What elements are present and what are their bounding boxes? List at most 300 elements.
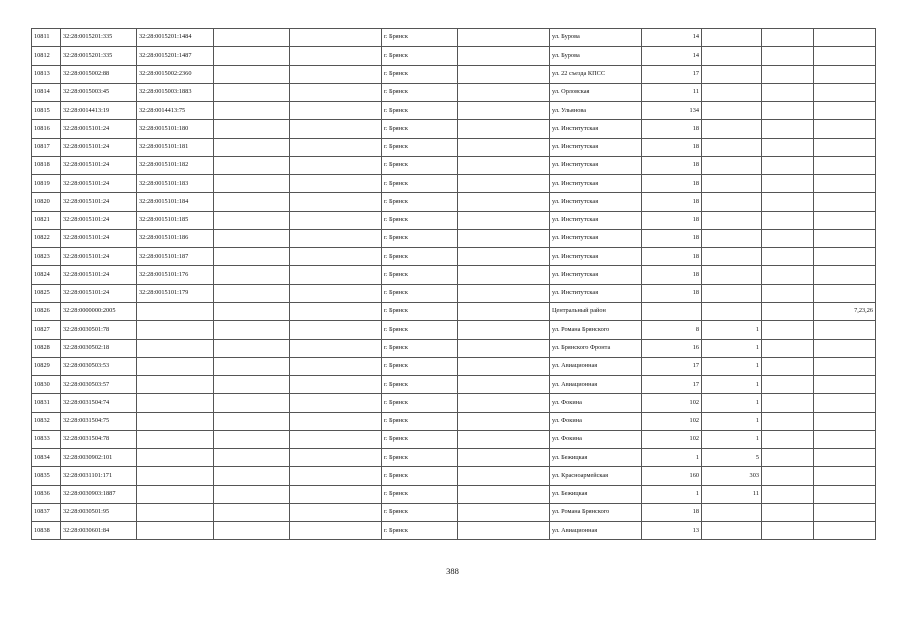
- city-cell: г. Брянск: [382, 211, 458, 229]
- object-number-cell: [137, 376, 214, 394]
- object-number-cell: 32:28:0015003:1883: [137, 83, 214, 101]
- street-cell: ул. Романа Брянского: [550, 321, 642, 339]
- row-number-cell: 10829: [32, 357, 61, 375]
- house-number-cell: 14: [642, 29, 702, 47]
- empty-cell-c: [458, 47, 550, 65]
- empty-cell-a: [214, 503, 290, 521]
- empty-cell-a: [214, 102, 290, 120]
- empty-cell-d: [762, 302, 814, 320]
- house-number-cell: 18: [642, 138, 702, 156]
- building-number-cell: [702, 138, 762, 156]
- empty-cell-d: [762, 211, 814, 229]
- table-row: [32, 47, 876, 65]
- note-cell: [814, 485, 876, 503]
- object-number-cell: 32:28:0015002:2360: [137, 65, 214, 83]
- empty-cell-b: [290, 102, 382, 120]
- row-number-cell: 10826: [32, 302, 61, 320]
- note-cell: 7,23,26: [814, 302, 876, 320]
- empty-cell-c: [458, 248, 550, 266]
- parcel-number-cell: 32:28:0030601:84: [61, 522, 137, 540]
- house-number-cell: 160: [642, 467, 702, 485]
- building-number-cell: [702, 302, 762, 320]
- empty-cell-b: [290, 522, 382, 540]
- street-cell: ул. Ульянова: [550, 102, 642, 120]
- note-cell: [814, 266, 876, 284]
- empty-cell-b: [290, 211, 382, 229]
- empty-cell-c: [458, 485, 550, 503]
- empty-cell-c: [458, 503, 550, 521]
- empty-cell-d: [762, 376, 814, 394]
- object-number-cell: [137, 485, 214, 503]
- parcel-number-cell: 32:28:0015101:24: [61, 248, 137, 266]
- street-cell: ул. Институтская: [550, 120, 642, 138]
- parcel-number-cell: 32:28:0015201:335: [61, 47, 137, 65]
- building-number-cell: [702, 47, 762, 65]
- empty-cell-a: [214, 248, 290, 266]
- street-cell: Центральный район: [550, 302, 642, 320]
- building-number-cell: [702, 266, 762, 284]
- street-cell: ул. Бурова: [550, 29, 642, 47]
- building-number-cell: 1: [702, 376, 762, 394]
- empty-cell-d: [762, 394, 814, 412]
- city-cell: г. Брянск: [382, 193, 458, 211]
- city-cell: г. Брянск: [382, 357, 458, 375]
- building-number-cell: [702, 175, 762, 193]
- empty-cell-d: [762, 430, 814, 448]
- house-number-cell: 13: [642, 522, 702, 540]
- street-cell: ул. 22 съезда КПСС: [550, 65, 642, 83]
- note-cell: [814, 357, 876, 375]
- empty-cell-a: [214, 138, 290, 156]
- empty-cell-d: [762, 138, 814, 156]
- empty-cell-c: [458, 156, 550, 174]
- table-row: [32, 211, 876, 229]
- table-row: [32, 102, 876, 120]
- parcel-number-cell: 32:28:0030503:57: [61, 376, 137, 394]
- empty-cell-b: [290, 229, 382, 247]
- empty-cell-a: [214, 211, 290, 229]
- object-number-cell: [137, 302, 214, 320]
- empty-cell-c: [458, 83, 550, 101]
- row-number-cell: 10825: [32, 284, 61, 302]
- empty-cell-c: [458, 339, 550, 357]
- empty-cell-b: [290, 65, 382, 83]
- table-row: [32, 229, 876, 247]
- parcel-number-cell: 32:28:0030501:78: [61, 321, 137, 339]
- street-cell: ул. Романа Брянского: [550, 503, 642, 521]
- city-cell: г. Брянск: [382, 102, 458, 120]
- table-row: [32, 339, 876, 357]
- empty-cell-b: [290, 467, 382, 485]
- empty-cell-a: [214, 339, 290, 357]
- building-number-cell: 303: [702, 467, 762, 485]
- empty-cell-d: [762, 321, 814, 339]
- note-cell: [814, 467, 876, 485]
- empty-cell-a: [214, 83, 290, 101]
- object-number-cell: [137, 503, 214, 521]
- empty-cell-c: [458, 394, 550, 412]
- table-row: [32, 376, 876, 394]
- empty-cell-c: [458, 175, 550, 193]
- city-cell: г. Брянск: [382, 302, 458, 320]
- empty-cell-d: [762, 503, 814, 521]
- city-cell: г. Брянск: [382, 156, 458, 174]
- building-number-cell: [702, 156, 762, 174]
- building-number-cell: 11: [702, 485, 762, 503]
- parcel-number-cell: 32:28:0000000:2005: [61, 302, 137, 320]
- empty-cell-c: [458, 321, 550, 339]
- house-number-cell: 1: [642, 449, 702, 467]
- city-cell: г. Брянск: [382, 339, 458, 357]
- row-number-cell: 10827: [32, 321, 61, 339]
- note-cell: [814, 321, 876, 339]
- street-cell: ул. Фокина: [550, 412, 642, 430]
- empty-cell-d: [762, 284, 814, 302]
- house-number-cell: 18: [642, 503, 702, 521]
- empty-cell-a: [214, 412, 290, 430]
- object-number-cell: 32:28:0015101:187: [137, 248, 214, 266]
- parcel-number-cell: 32:28:0015003:45: [61, 83, 137, 101]
- empty-cell-c: [458, 138, 550, 156]
- street-cell: ул. Институтская: [550, 156, 642, 174]
- table-row: [32, 412, 876, 430]
- house-number-cell: 18: [642, 211, 702, 229]
- empty-cell-b: [290, 412, 382, 430]
- note-cell: [814, 449, 876, 467]
- city-cell: г. Брянск: [382, 321, 458, 339]
- city-cell: г. Брянск: [382, 449, 458, 467]
- house-number-cell: 18: [642, 248, 702, 266]
- object-number-cell: 32:28:0015101:180: [137, 120, 214, 138]
- row-number-cell: 10812: [32, 47, 61, 65]
- empty-cell-a: [214, 394, 290, 412]
- empty-cell-a: [214, 193, 290, 211]
- note-cell: [814, 29, 876, 47]
- empty-cell-c: [458, 65, 550, 83]
- empty-cell-c: [458, 376, 550, 394]
- empty-cell-a: [214, 65, 290, 83]
- table-row: [32, 83, 876, 101]
- empty-cell-d: [762, 83, 814, 101]
- object-number-cell: 32:28:0015101:179: [137, 284, 214, 302]
- empty-cell-b: [290, 138, 382, 156]
- table-row: [32, 175, 876, 193]
- street-cell: ул. Институтская: [550, 266, 642, 284]
- empty-cell-d: [762, 449, 814, 467]
- empty-cell-d: [762, 156, 814, 174]
- row-number-cell: 10821: [32, 211, 61, 229]
- row-number-cell: 10816: [32, 120, 61, 138]
- empty-cell-c: [458, 357, 550, 375]
- table-row: [32, 65, 876, 83]
- row-number-cell: 10818: [32, 156, 61, 174]
- street-cell: ул. Бежицкая: [550, 449, 642, 467]
- empty-cell-d: [762, 102, 814, 120]
- row-number-cell: 10828: [32, 339, 61, 357]
- street-cell: ул. Орловская: [550, 83, 642, 101]
- street-cell: ул. Фокина: [550, 430, 642, 448]
- row-number-cell: 10836: [32, 485, 61, 503]
- building-number-cell: 1: [702, 430, 762, 448]
- parcel-number-cell: 32:28:0015002:88: [61, 65, 137, 83]
- empty-cell-c: [458, 430, 550, 448]
- parcel-number-cell: 32:28:0015101:24: [61, 284, 137, 302]
- building-number-cell: [702, 284, 762, 302]
- building-number-cell: [702, 211, 762, 229]
- empty-cell-b: [290, 83, 382, 101]
- object-number-cell: 32:28:0015201:1487: [137, 47, 214, 65]
- empty-cell-b: [290, 376, 382, 394]
- table-row: [32, 138, 876, 156]
- empty-cell-d: [762, 467, 814, 485]
- street-cell: ул. Авиационная: [550, 522, 642, 540]
- building-number-cell: [702, 229, 762, 247]
- street-cell: ул. Институтская: [550, 175, 642, 193]
- row-number-cell: 10838: [32, 522, 61, 540]
- note-cell: [814, 248, 876, 266]
- empty-cell-c: [458, 229, 550, 247]
- object-number-cell: 32:28:0015101:182: [137, 156, 214, 174]
- parcel-number-cell: 32:28:0015101:24: [61, 175, 137, 193]
- street-cell: ул. Бурова: [550, 47, 642, 65]
- note-cell: [814, 138, 876, 156]
- parcel-number-cell: 32:28:0014413:19: [61, 102, 137, 120]
- parcel-number-cell: 32:28:0030903:1887: [61, 485, 137, 503]
- street-cell: ул. Институтская: [550, 229, 642, 247]
- row-number-cell: 10823: [32, 248, 61, 266]
- city-cell: г. Брянск: [382, 83, 458, 101]
- city-cell: г. Брянск: [382, 229, 458, 247]
- city-cell: г. Брянск: [382, 503, 458, 521]
- object-number-cell: 32:28:0015101:183: [137, 175, 214, 193]
- house-number-cell: 18: [642, 193, 702, 211]
- empty-cell-d: [762, 522, 814, 540]
- row-number-cell: 10815: [32, 102, 61, 120]
- empty-cell-b: [290, 430, 382, 448]
- empty-cell-b: [290, 394, 382, 412]
- empty-cell-c: [458, 284, 550, 302]
- empty-cell-d: [762, 339, 814, 357]
- note-cell: [814, 412, 876, 430]
- city-cell: г. Брянск: [382, 65, 458, 83]
- object-number-cell: [137, 430, 214, 448]
- note-cell: [814, 339, 876, 357]
- house-number-cell: 14: [642, 47, 702, 65]
- object-number-cell: [137, 321, 214, 339]
- city-cell: г. Брянск: [382, 485, 458, 503]
- empty-cell-a: [214, 120, 290, 138]
- house-number-cell: 8: [642, 321, 702, 339]
- empty-cell-d: [762, 248, 814, 266]
- empty-cell-a: [214, 376, 290, 394]
- house-number-cell: 134: [642, 102, 702, 120]
- house-number-cell: 102: [642, 412, 702, 430]
- object-number-cell: 32:28:0015101:186: [137, 229, 214, 247]
- house-number-cell: 18: [642, 175, 702, 193]
- object-number-cell: [137, 357, 214, 375]
- empty-cell-d: [762, 266, 814, 284]
- street-cell: ул. Авиационная: [550, 357, 642, 375]
- building-number-cell: [702, 120, 762, 138]
- empty-cell-a: [214, 321, 290, 339]
- empty-cell-b: [290, 266, 382, 284]
- empty-cell-d: [762, 120, 814, 138]
- table-row: [32, 284, 876, 302]
- parcel-number-cell: 32:28:0015101:24: [61, 266, 137, 284]
- city-cell: г. Брянск: [382, 138, 458, 156]
- empty-cell-b: [290, 248, 382, 266]
- note-cell: [814, 175, 876, 193]
- house-number-cell: 16: [642, 339, 702, 357]
- building-number-cell: [702, 83, 762, 101]
- building-number-cell: 5: [702, 449, 762, 467]
- note-cell: [814, 284, 876, 302]
- empty-cell-c: [458, 266, 550, 284]
- empty-cell-d: [762, 412, 814, 430]
- row-number-cell: 10817: [32, 138, 61, 156]
- note-cell: [814, 47, 876, 65]
- table-row: [32, 485, 876, 503]
- parcel-number-cell: 32:28:0030503:53: [61, 357, 137, 375]
- empty-cell-b: [290, 193, 382, 211]
- note-cell: [814, 503, 876, 521]
- table-row: [32, 467, 876, 485]
- building-number-cell: [702, 248, 762, 266]
- object-number-cell: 32:28:0014413:75: [137, 102, 214, 120]
- street-cell: ул. Институтская: [550, 211, 642, 229]
- object-number-cell: 32:28:0015101:176: [137, 266, 214, 284]
- object-number-cell: [137, 467, 214, 485]
- street-cell: ул. Институтская: [550, 193, 642, 211]
- note-cell: [814, 120, 876, 138]
- row-number-cell: 10834: [32, 449, 61, 467]
- house-number-cell: 18: [642, 156, 702, 174]
- row-number-cell: 10813: [32, 65, 61, 83]
- register-table: [31, 28, 876, 540]
- row-number-cell: 10832: [32, 412, 61, 430]
- empty-cell-c: [458, 467, 550, 485]
- row-number-cell: 10824: [32, 266, 61, 284]
- row-number-cell: 10811: [32, 29, 61, 47]
- row-number-cell: 10830: [32, 376, 61, 394]
- object-number-cell: 32:28:0015201:1484: [137, 29, 214, 47]
- parcel-number-cell: 32:28:0015101:24: [61, 193, 137, 211]
- empty-cell-d: [762, 485, 814, 503]
- street-cell: ул. Авиационная: [550, 376, 642, 394]
- note-cell: [814, 83, 876, 101]
- table-row: [32, 156, 876, 174]
- empty-cell-a: [214, 430, 290, 448]
- street-cell: ул. Брянского Фронта: [550, 339, 642, 357]
- empty-cell-b: [290, 321, 382, 339]
- house-number-cell: 11: [642, 83, 702, 101]
- note-cell: [814, 522, 876, 540]
- table-row: [32, 321, 876, 339]
- empty-cell-a: [214, 47, 290, 65]
- object-number-cell: 32:28:0015101:181: [137, 138, 214, 156]
- empty-cell-b: [290, 47, 382, 65]
- house-number-cell: 17: [642, 65, 702, 83]
- table-row: [32, 522, 876, 540]
- city-cell: г. Брянск: [382, 47, 458, 65]
- parcel-number-cell: 32:28:0031504:74: [61, 394, 137, 412]
- city-cell: г. Брянск: [382, 284, 458, 302]
- parcel-number-cell: 32:28:0015201:335: [61, 29, 137, 47]
- empty-cell-b: [290, 503, 382, 521]
- row-number-cell: 10831: [32, 394, 61, 412]
- empty-cell-a: [214, 175, 290, 193]
- empty-cell-a: [214, 449, 290, 467]
- empty-cell-c: [458, 120, 550, 138]
- parcel-number-cell: 32:28:0031504:78: [61, 430, 137, 448]
- empty-cell-c: [458, 412, 550, 430]
- empty-cell-a: [214, 302, 290, 320]
- object-number-cell: [137, 412, 214, 430]
- parcel-number-cell: 32:28:0015101:24: [61, 156, 137, 174]
- house-number-cell: 102: [642, 394, 702, 412]
- city-cell: г. Брянск: [382, 522, 458, 540]
- empty-cell-a: [214, 156, 290, 174]
- building-number-cell: [702, 29, 762, 47]
- note-cell: [814, 229, 876, 247]
- empty-cell-d: [762, 47, 814, 65]
- building-number-cell: 1: [702, 394, 762, 412]
- building-number-cell: [702, 503, 762, 521]
- house-number-cell: 1: [642, 485, 702, 503]
- table-row: [32, 503, 876, 521]
- parcel-number-cell: 32:28:0030502:18: [61, 339, 137, 357]
- city-cell: г. Брянск: [382, 376, 458, 394]
- city-cell: г. Брянск: [382, 29, 458, 47]
- page-number: 388: [446, 566, 459, 576]
- empty-cell-b: [290, 485, 382, 503]
- empty-cell-a: [214, 467, 290, 485]
- building-number-cell: 1: [702, 357, 762, 375]
- row-number-cell: 10835: [32, 467, 61, 485]
- empty-cell-c: [458, 302, 550, 320]
- parcel-number-cell: 32:28:0030902:101: [61, 449, 137, 467]
- table-row: [32, 29, 876, 47]
- house-number-cell: 18: [642, 229, 702, 247]
- building-number-cell: 1: [702, 321, 762, 339]
- object-number-cell: 32:28:0015101:184: [137, 193, 214, 211]
- parcel-number-cell: 32:28:0015101:24: [61, 229, 137, 247]
- city-cell: г. Брянск: [382, 266, 458, 284]
- empty-cell-b: [290, 284, 382, 302]
- building-number-cell: [702, 65, 762, 83]
- table-row: [32, 248, 876, 266]
- register-body: [32, 29, 876, 540]
- table-row: [32, 394, 876, 412]
- house-number-cell: 18: [642, 266, 702, 284]
- empty-cell-a: [214, 522, 290, 540]
- row-number-cell: 10820: [32, 193, 61, 211]
- note-cell: [814, 102, 876, 120]
- house-number-cell: [642, 302, 702, 320]
- empty-cell-d: [762, 29, 814, 47]
- note-cell: [814, 193, 876, 211]
- empty-cell-b: [290, 156, 382, 174]
- table-row: [32, 357, 876, 375]
- empty-cell-d: [762, 229, 814, 247]
- street-cell: ул. Институтская: [550, 284, 642, 302]
- house-number-cell: 18: [642, 284, 702, 302]
- city-cell: г. Брянск: [382, 394, 458, 412]
- empty-cell-c: [458, 193, 550, 211]
- house-number-cell: 18: [642, 120, 702, 138]
- building-number-cell: 1: [702, 339, 762, 357]
- street-cell: ул. Институтская: [550, 248, 642, 266]
